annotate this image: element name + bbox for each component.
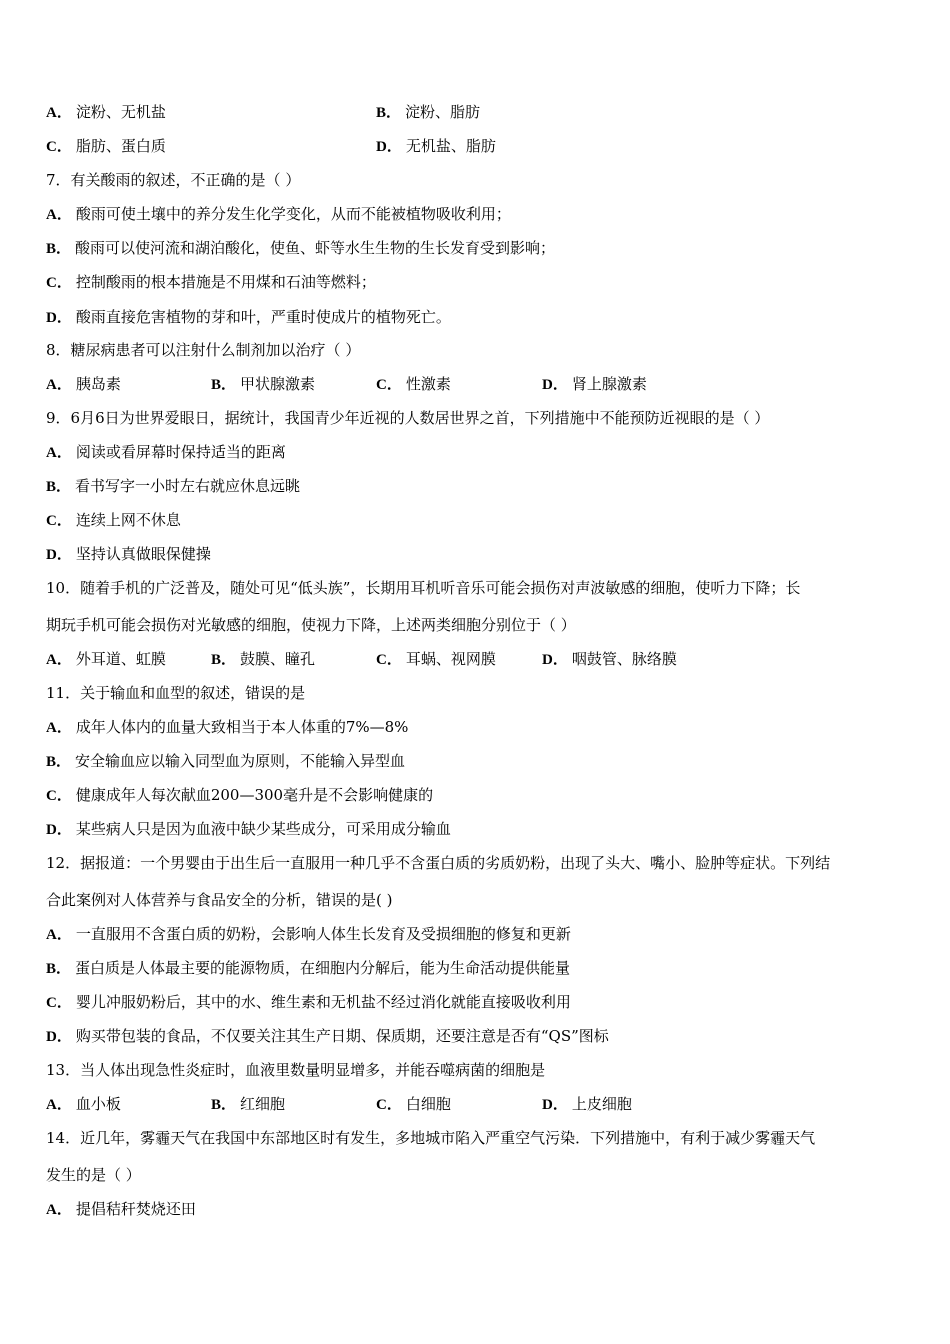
option-letter: D． [46, 547, 72, 563]
q14-stem-line2: 发生的是（ ） [46, 1166, 141, 1184]
q6-option-d [376, 136, 496, 157]
option-text: 一直服用不含蛋白质的奶粉，会影响人体生长发育及受损细胞的修复和更新 [75, 925, 571, 943]
option-text: 红细胞 [240, 1095, 286, 1113]
option-letter: A． [46, 652, 72, 668]
option-letter: A． [46, 105, 72, 121]
option-letter: C． [46, 139, 72, 155]
q7-option-c [46, 272, 376, 293]
option-text: 成年人体内的血量大致相当于本人体重的7%—8% [75, 718, 409, 736]
q12-option-c [46, 992, 571, 1013]
q13-stem: 13．当人体出现急性炎症时，血液里数量明显增多，并能吞噬病菌的细胞是 [46, 1061, 546, 1079]
q8-option-c [376, 374, 451, 395]
option-letter: D． [376, 139, 402, 155]
q9-option-d [46, 544, 211, 565]
option-text: 蛋白质是人体最主要的能源物质，在细胞内分解后，能为生命活动提供能量 [75, 959, 571, 977]
q12-stem-line2: 合此案例对人体营养与食品安全的分析，错误的是( ) [46, 891, 393, 909]
q10-option-d [542, 649, 677, 670]
q13-option-c [376, 1094, 451, 1115]
option-text: 酸雨可以使河流和湖泊酸化，使鱼、虾等水生生物的生长发育受到影响； [75, 239, 556, 257]
option-letter: C． [376, 1097, 402, 1113]
q13-option-d [542, 1094, 632, 1115]
q8-stem: 8．糖尿病患者可以注射什么制剂加以治疗（ ） [46, 341, 361, 359]
option-text: 坚持认真做眼保健操 [75, 545, 211, 563]
q12-option-d [46, 1026, 609, 1047]
q6-option-b [376, 102, 480, 123]
q10-option-b [211, 649, 315, 670]
q11-option-d [46, 819, 451, 840]
q11-option-a [46, 717, 408, 738]
q13-option-b [211, 1094, 285, 1115]
option-letter: D． [46, 822, 72, 838]
option-text: 鼓膜、瞳孔 [240, 650, 316, 668]
q7-option-a [46, 204, 511, 225]
q9-option-a [46, 442, 286, 463]
option-letter: C． [46, 513, 72, 529]
option-letter: A． [46, 1097, 72, 1113]
q12-stem-line1: 12．据报道：一个男婴由于出生后一直服用一种几乎不含蛋白质的劣质奶粉，出现了头大、嘴小、脸肿等症状。下列结 [46, 854, 831, 872]
option-text: 咽鼓管、脉络膜 [571, 650, 677, 668]
q8-option-a [46, 374, 121, 395]
option-text: 上皮细胞 [571, 1095, 632, 1113]
option-text: 阅读或看屏幕时保持适当的距离 [75, 443, 286, 461]
option-letter: C． [46, 275, 72, 291]
option-text: 控制酸雨的根本措施是不用煤和石油等燃料； [75, 273, 376, 291]
option-text: 耳蜗、视网膜 [405, 650, 496, 668]
option-letter: C． [46, 788, 72, 804]
option-text: 胰岛素 [75, 375, 121, 393]
option-letter: D． [46, 1029, 72, 1045]
option-letter: D． [46, 310, 72, 326]
option-text: 婴儿冲服奶粉后，其中的水、维生素和无机盐不经过消化就能直接吸收利用 [75, 993, 571, 1011]
q11-stem: 11．关于输血和血型的叙述，错误的是 [46, 684, 306, 702]
option-letter: C． [46, 995, 72, 1011]
option-letter: D． [542, 652, 568, 668]
option-letter: D． [542, 1097, 568, 1113]
option-text: 性激素 [405, 375, 451, 393]
option-letter: B． [46, 241, 72, 257]
option-letter: A． [46, 720, 72, 736]
option-letter: B． [211, 652, 237, 668]
q13-option-a [46, 1094, 121, 1115]
option-text: 无机盐、脂肪 [405, 137, 496, 155]
option-text: 购买带包装的食品，不仅要关注其生产日期、保质期，还要注意是否有“QS”图标 [75, 1027, 609, 1045]
option-text: 酸雨直接危害植物的芽和叶，严重时使成片的植物死亡。 [75, 308, 451, 326]
option-text: 淀粉、脂肪 [405, 103, 481, 121]
q11-option-b [46, 751, 405, 772]
q10-option-a [46, 649, 166, 670]
option-text: 安全输血应以输入同型血为原则，不能输入异型血 [75, 752, 406, 770]
option-letter: A． [46, 445, 72, 461]
q6-option-c [46, 136, 166, 157]
option-letter: A． [46, 377, 72, 393]
option-text: 外耳道、虹膜 [75, 650, 166, 668]
option-text: 健康成年人每次献血200—300毫升是不会影响健康的 [75, 786, 434, 804]
option-letter: A． [46, 927, 72, 943]
q12-option-b [46, 958, 570, 979]
option-letter: B． [46, 479, 72, 495]
q14-option-a [46, 1199, 196, 1220]
option-text: 提倡秸秆焚烧还田 [75, 1200, 196, 1218]
q6-option-a [46, 102, 166, 123]
q9-option-c [46, 510, 181, 531]
q7-option-b [46, 238, 555, 259]
option-letter: D． [542, 377, 568, 393]
q11-option-c [46, 785, 433, 806]
q9-option-b [46, 476, 300, 497]
option-text: 看书写字一小时左右就应休息远眺 [75, 477, 301, 495]
option-letter: C． [376, 377, 402, 393]
option-text: 肾上腺激素 [571, 375, 647, 393]
q10-option-c [376, 649, 496, 670]
option-text: 某些病人只是因为血液中缺少某些成分，可采用成分输血 [75, 820, 451, 838]
option-text: 连续上网不休息 [75, 511, 181, 529]
option-text: 甲状腺激素 [240, 375, 316, 393]
option-text: 血小板 [75, 1095, 121, 1113]
option-letter: A． [46, 207, 72, 223]
q12-option-a [46, 924, 571, 945]
option-letter: C． [376, 652, 402, 668]
option-letter: A． [46, 1202, 72, 1218]
option-letter: B． [46, 754, 72, 770]
option-letter: B． [211, 377, 237, 393]
option-letter: B． [376, 105, 402, 121]
q14-stem-line1: 14．近几年，雾霾天气在我国中东部地区时有发生，多地城市陷入严重空气污染．下列措施中，有利于减少雾霾天气 [46, 1129, 816, 1147]
option-text: 酸雨可使土壤中的养分发生化学变化，从而不能被植物吸收利用； [75, 205, 511, 223]
option-text: 淀粉、无机盐 [75, 103, 166, 121]
q7-stem: 7．有关酸雨的叙述，不正确的是（ ） [46, 171, 301, 189]
q8-option-d [542, 374, 647, 395]
q10-stem-line1: 10．随着手机的广泛普及，随处可见“低头族”，长期用耳机听音乐可能会损伤对声波敏感的细胞，使听力下降；长 [46, 579, 801, 597]
q9-stem: 9．6月6日为世界爱眼日，据统计，我国青少年近视的人数居世界之首，下列措施中不能预防近视眼的是（ ） [46, 409, 770, 427]
q8-option-b [211, 374, 315, 395]
q10-stem-line2: 期玩手机可能会损伤对光敏感的细胞，使视力下降，上述两类细胞分别位于（ ） [46, 616, 576, 634]
option-text: 脂肪、蛋白质 [75, 137, 166, 155]
option-letter: B． [46, 961, 72, 977]
option-text: 白细胞 [405, 1095, 451, 1113]
option-letter: B． [211, 1097, 237, 1113]
q7-option-d [46, 307, 451, 328]
